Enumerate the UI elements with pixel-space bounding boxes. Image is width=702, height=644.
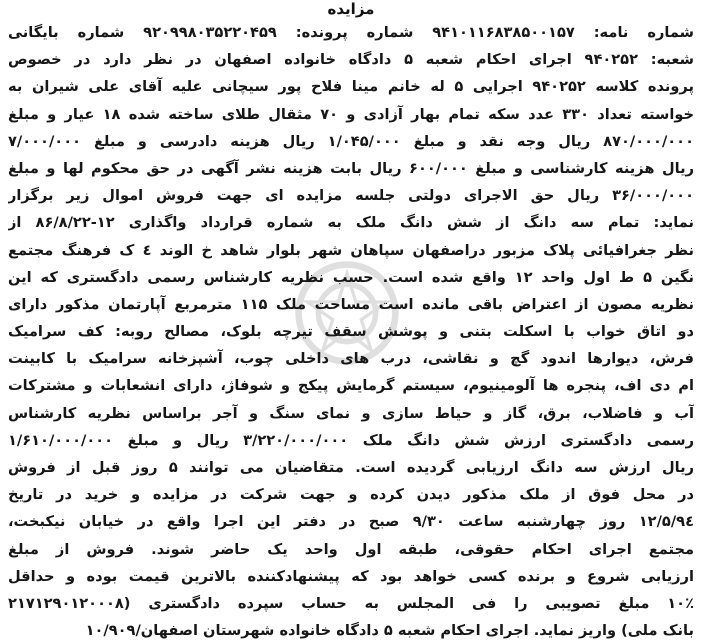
notice-line: آب و فاضلاب، برق، گاز و حیاط سازی و نمای سنگ و آجر براساس نظریه کارشناس (8, 404, 694, 422)
notice-line: خواسته تعداد ۳۳۰ عدد سکه تمام بهار آزادی و ۷۰ مثقال طلای ساخته شده ۱۸ عیار و مبلغ (8, 105, 694, 123)
notice-line: ارزیابی شروع و برنده کسی خواهد بود که پیشنهادکننده بالاترین قیمت بوده و حداقل (8, 567, 694, 585)
notice-line: شعبه: ۹۴۰۲۵۲ اجرای احکام شعبه ۵ دادگاه خانواده اصفهان در نظر دارد در خصوص (8, 51, 694, 69)
notice-line: ریال ارزش سه دانگ ارزیابی گردیده است. متقاضیان می توانند ۵ روز قبل از فروش (8, 459, 694, 476)
notice-line: شماره نامه: ۹۴۱۰۱۱۶۸۳۸۵۰۰۱۵۷ شماره پرونده: ۹۲۰۹۹۸۰۳۵۲۲۰۴۵۹ شماره بایگانی (8, 24, 694, 41)
notice-body (8, 19, 694, 644)
notice-line: ریال هزینه کارشناسی و مبلغ ۶۰۰/۰۰۰ ریال بابت هزینه نشر آگهی در حق محکوم لها و مبلغ (8, 159, 694, 177)
notice-line: نماید: تمام سه دانگ از شش دانگ ملک به شماره قرارداد واگذاری ۱۲-۸۶/۸/۲۲ از (8, 214, 694, 232)
notice-title: مزایده (327, 0, 375, 18)
notice-line: ۹٤/۱۲/۵ روز چهارشنبه ساعت ۹/۳۰ صبح در دفتر این اجرا واقع در خیابان نیکبخت، (8, 513, 694, 531)
notice-line: دو اتاق خواب با اسکلت بتنی و پوشش سقف تیرچه بلوک، مصالح روبه: کف سرامیک (8, 323, 694, 341)
notice-line: نگین ۵ ط اول واحد ۱۲ واقع شده است. حسب نظریه کارشناس رسمی دادگستری که این (8, 268, 694, 286)
notice-line: در محل فوق از ملک مذکور دیدن کرده و جهت شرکت در مزایده و خرید در تاریخ (8, 486, 694, 504)
notice-line: نظریه مصون از اعتراض باقی مانده است مساحت ملک ۱۱۵ مترمربع آپارتمان مذکور دارای (8, 295, 694, 313)
notice-line: ۸۷۰/۰۰۰/۰۰۰ ریال وجه نقد و مبلغ ۱/۰۴۵/۰۰۰ ریال هزینه دادرسی و مبلغ ۷/۰۰۰/۰۰۰ (8, 132, 694, 150)
notice-line: فرش، دیوارها اندود گچ و نقاشی، درب های داخلی چوب، آشپزخانه سرامیک با کابینت (8, 350, 694, 368)
notice-line: پرونده کلاسه ۹۴۰۲۵۲ اجرایی ۵ له خانم مینا فلاح پور سیچانی علیه آقای علی شیران به (8, 78, 694, 96)
notice-line: ۳۶/۰۰۰/۰۰۰ ریال حق الاجرای دولتی جلسه مزایده ای جهت فروش اموال زیر برگزار (8, 187, 694, 205)
notice-line: ام دی اف، پنجره ها آلومینیوم، سیستم گرمایش پیکج و شوفاژ، دارای انشعابات و مشترکات (8, 377, 694, 395)
notice-line: رسمی دادگستری ارزش شش دانگ ملک ۳/۲۲۰/۰۰۰/۰۰۰ ریال و مبلغ ۱/۶۱۰/۰۰۰/۰۰۰ (8, 431, 694, 449)
notice-line: مجتمع اجرای احکام حقوقی، طبقه اول واحد یک حاضر شوند. فروش از مبلغ (8, 540, 694, 558)
notice-line: نظر جغرافیائی پلاک مزبور دراصفهان سپاهان شهر بلوار شاهد خ الوند ٤ ک فرهنگ مجتمع (8, 241, 694, 259)
notice-line: ۱۰٪ مبلغ تصویبی را فی المجلس به حساب سپرده دادگستری (۲۱۷۱۲۹۰۱۲۰۰۰۸ (8, 594, 694, 612)
notice-line: بانک ملی) واریز نماید. اجرای احکام شعبه ۵ دادگاه خانواده شهرستان اصفهان/۱۰/۹۰۹ (85, 622, 694, 640)
